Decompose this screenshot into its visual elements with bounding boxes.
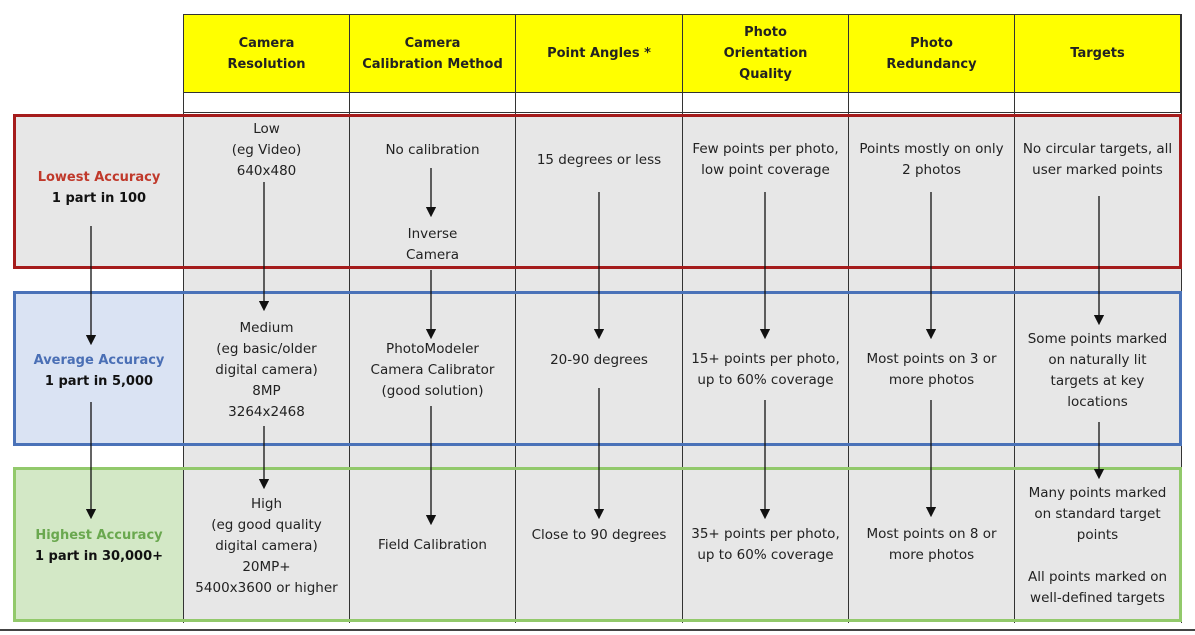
high-photo-redundancy: Most points on 8 or more photos — [866, 526, 997, 563]
header-point-angles: Point Angles * — [515, 14, 683, 93]
avg-calibration-method: PhotoModeler Camera Calibrator (good solution) — [370, 340, 495, 399]
header-orientation-quality: Photo Orientation Quality — [682, 14, 849, 93]
high-calibration-method: Field Calibration — [378, 536, 487, 553]
header-photo-redundancy: Photo Redundancy — [848, 14, 1015, 93]
level-average-subtitle: 1 part in 5,000 — [44, 374, 154, 389]
level-low-title: Lowest Accuracy — [37, 170, 161, 185]
low-orientation-quality: Few points per photo, low point coverage — [692, 141, 839, 178]
level-high-title: Highest Accuracy — [35, 528, 163, 543]
low-point-angles: 15 degrees or less — [536, 151, 662, 168]
low-targets: No circular targets, all user marked points — [1022, 141, 1173, 178]
avg-targets: Some points marked on naturally lit targets at key locations — [1027, 330, 1168, 410]
avg-orientation-quality: 15+ points per photo, up to 60% coverage — [691, 351, 840, 388]
level-average-title: Average Accuracy — [33, 353, 165, 368]
avg-photo-redundancy: Most points on 3 or more photos — [866, 351, 997, 388]
high-targets: Many points marked on standard target points All points marked on well-defined targets — [1027, 485, 1168, 606]
header-camera-resolution: Camera Resolution — [183, 14, 350, 93]
low-calibration-inverse-camera: Inverse Camera — [406, 226, 459, 263]
high-camera-resolution: High (eg good quality digital camera) 20MP+ 5400x3600 or higher — [195, 495, 338, 596]
header-targets: Targets — [1014, 14, 1181, 93]
level-high-subtitle: 1 part in 30,000+ — [34, 549, 164, 564]
bottom-rule — [0, 629, 1195, 631]
low-calibration-method: No calibration — [385, 141, 480, 158]
low-photo-redundancy: Points mostly on only 2 photos — [859, 141, 1004, 178]
header-calibration-method: Camera Calibration Method — [349, 14, 516, 93]
avg-point-angles: 20-90 degrees — [550, 351, 648, 368]
avg-camera-resolution: Medium (eg basic/older digital camera) 8MP 3264x2468 — [215, 319, 318, 420]
high-orientation-quality: 35+ points per photo, up to 60% coverage — [691, 526, 840, 563]
level-low-subtitle: 1 part in 100 — [51, 191, 147, 206]
high-point-angles: Close to 90 degrees — [531, 526, 667, 543]
low-camera-resolution: Low (eg Video) 640x480 — [231, 120, 302, 179]
